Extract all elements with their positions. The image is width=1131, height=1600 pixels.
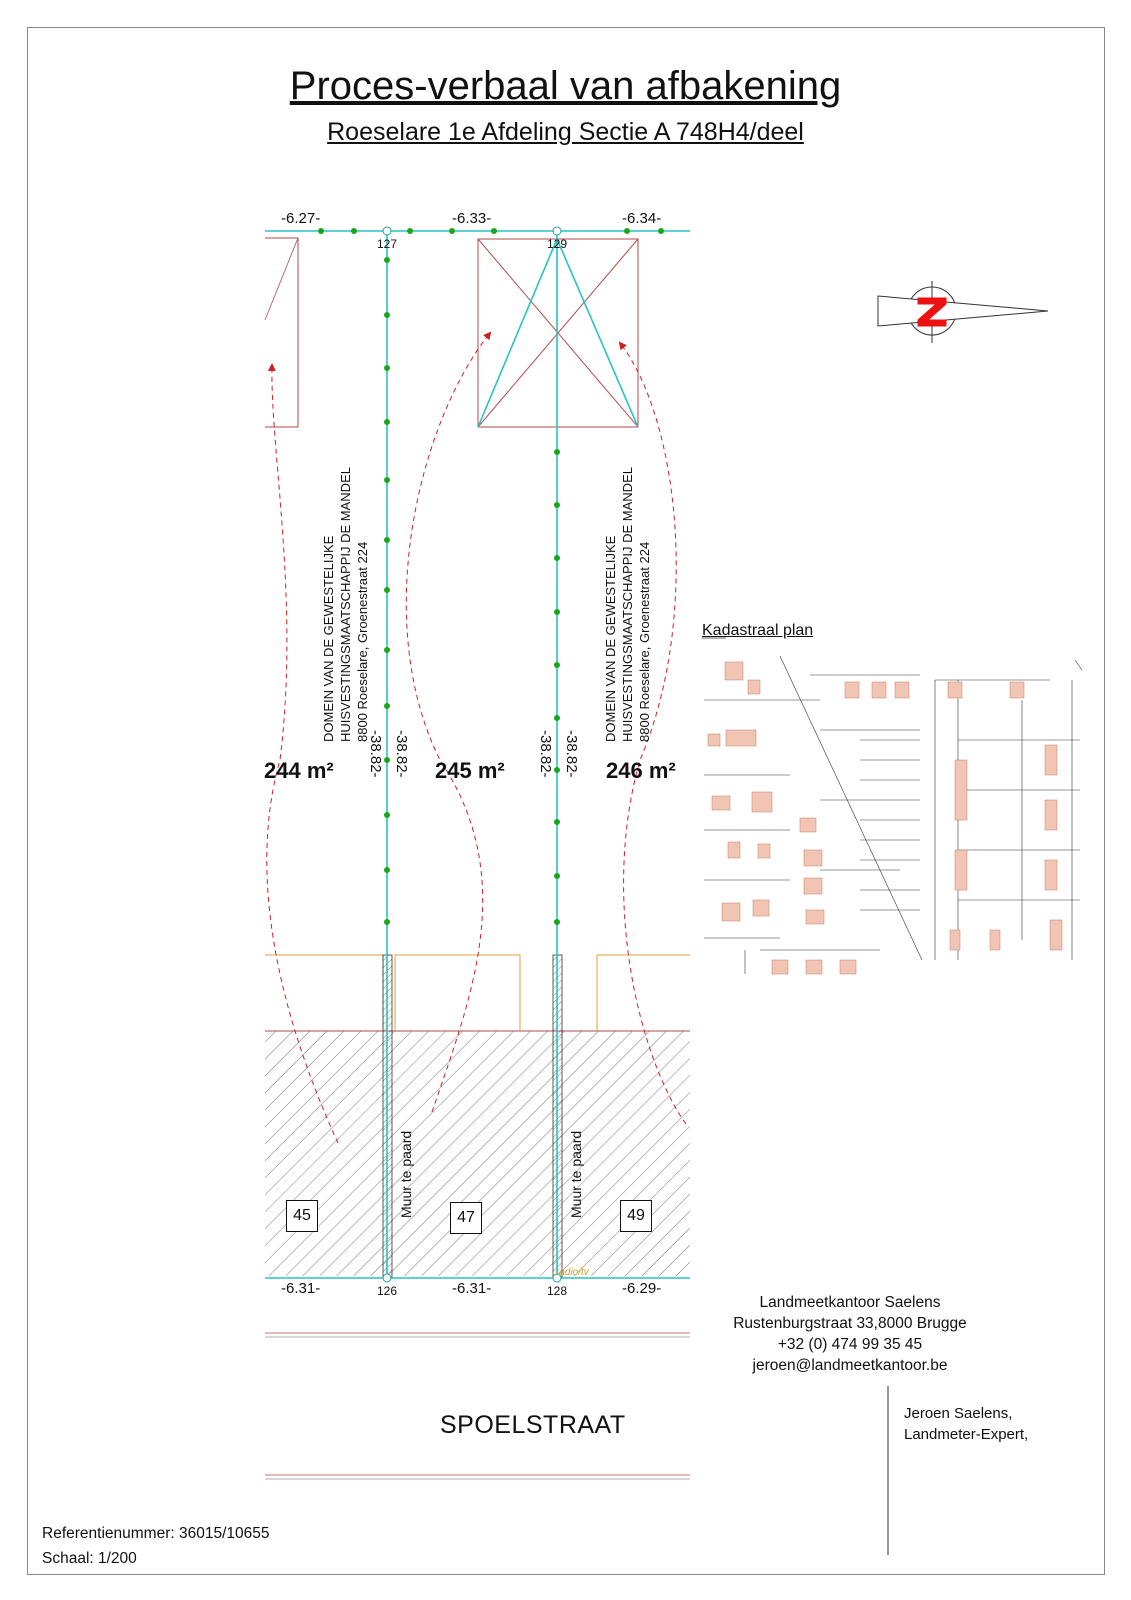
owner-line-2: HUISVESTINGSMAATSCHAPPIJ DE MANDEL	[620, 467, 635, 742]
office-email: jeroen@landmeetkantoor.be	[752, 1357, 948, 1374]
annex-outlines	[265, 955, 690, 1031]
owner-line-2: HUISVESTINGSMAATSCHAPPIJ DE MANDEL	[338, 467, 353, 742]
point-129: 129	[547, 237, 568, 251]
level-bottom-middle: -6.31-	[452, 1280, 492, 1297]
office-name: Landmeetkantoor Saelens	[759, 1294, 941, 1311]
point-126: 126	[377, 1284, 398, 1298]
length-left-a: -38.82-	[367, 730, 384, 778]
rear-shed	[478, 239, 638, 427]
level-top-middle: -6.33-	[452, 210, 492, 227]
house-number-49: 49	[620, 1200, 652, 1232]
surveyor-role: Landmeter-Expert,	[904, 1426, 1029, 1443]
area-lot-45: 244 m²	[264, 758, 334, 783]
point-127: 127	[377, 237, 398, 251]
office-phone: +32 (0) 474 99 35 45	[777, 1336, 923, 1353]
owner-block-left	[320, 467, 371, 742]
north-arrow	[878, 281, 1048, 343]
reference-number: Referentienummer: 36015/10655	[42, 1525, 270, 1542]
level-bottom-right: -6.29-	[622, 1280, 662, 1297]
page-title: Proces-verbaal van afbakening	[289, 64, 842, 108]
rear-building-left	[265, 238, 298, 427]
surveyor-name: Jeroen Saelens,	[904, 1405, 1013, 1422]
street-lines	[265, 1333, 690, 1479]
wall-label-left: Muur te paard	[398, 1130, 414, 1218]
level-bottom-left: -6.31-	[281, 1280, 321, 1297]
page-subtitle: Roeselare 1e Afdeling Sectie A 748H4/deel	[327, 118, 804, 146]
owner-line-1: DOMEIN VAN DE GEWESTELIJKE	[603, 535, 618, 742]
house-number-47: 47	[450, 1202, 482, 1234]
owner-line-3: 8800 Roeselare, Groenestraat 224	[355, 541, 370, 742]
cadastral-map	[702, 638, 1088, 974]
radio-tv-mark: radio/tv	[556, 1267, 589, 1278]
level-top-right: -6.34-	[622, 210, 662, 227]
house-number-45: 45	[286, 1200, 318, 1232]
wall-label-right: Muur te paard	[568, 1130, 584, 1218]
length-right-b: -38.82-	[563, 730, 580, 778]
built-area	[265, 1031, 690, 1276]
office-block	[700, 1292, 1000, 1376]
area-lot-49: 246 m²	[606, 758, 676, 783]
office-address: Rustenburgstraat 33,8000 Brugge	[733, 1315, 967, 1332]
length-right-a: -38.82-	[537, 730, 554, 778]
scale-label: Schaal: 1/200	[42, 1550, 137, 1567]
level-top-left: -6.27-	[281, 210, 321, 227]
signature-block	[904, 1403, 1028, 1445]
owner-block-right	[602, 467, 653, 742]
owner-line-1: DOMEIN VAN DE GEWESTELIJKE	[321, 535, 336, 742]
owner-line-3: 8800 Roeselare, Groenestraat 224	[637, 541, 652, 742]
street-name: SPOELSTRAAT	[440, 1411, 626, 1439]
area-lot-47: 245 m²	[435, 758, 505, 783]
point-128: 128	[547, 1284, 568, 1298]
length-left-b: -38.82-	[393, 730, 410, 778]
cadastral-plan-title: Kadastraal plan	[702, 622, 814, 639]
